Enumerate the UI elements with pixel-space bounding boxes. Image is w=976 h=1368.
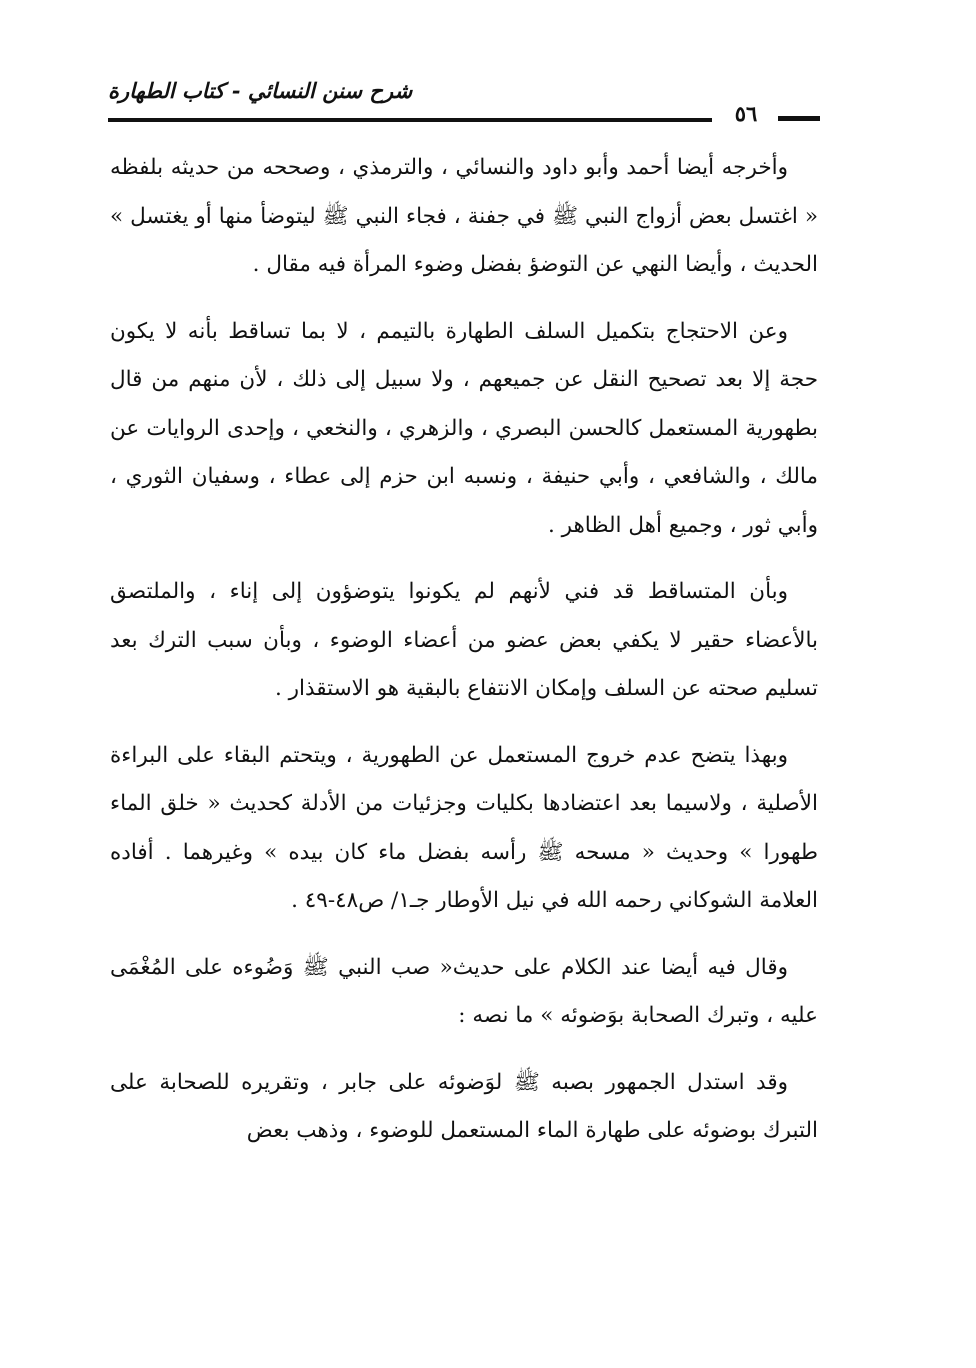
page-number: ٥٦ [734,101,758,126]
paragraph-5: وقال فيه أيضا عند الكلام على حديث« صب النبي ﷺ وَضُوءه على المُغْمَى عليه ، وتبرك الصحابة بوَضوئه » ما نصه : [110,954,818,1028]
page-header [108,78,820,124]
page-number-dash [778,116,820,121]
paragraph-1: وأخرجه أيضا أحمد وأبو داود والنسائي ، والترمذي ، وصححه من حديثه بلفظه « اغتسل بعض أزواج النبي ﷺ في جفنة ، فجاء النبي ﷺ ليتوضأ منها أو يغتسل » الحديث ، وأيضا النهي عن التوضؤ بفضل وضوء المرأة فيه مقال . [110,155,818,277]
body-text [110,144,818,1174]
paragraph-4: وبهذا يتضح عدم خروج المستعمل عن الطهورية ، ويتحتم البقاء على البراءة الأصلية ، ولاسيما بعد اعتضادها بكليات وجزئيات من الأدلة كحديث « خلق الماء طهورا » وحديث « مسحه ﷺ رأسه بفضل ماء كان بيده » وغيرهما . أفاده العلامة الشوكاني رحمه الله في نيل الأوطار جـ١/ ص٤٨-٤٩ . [110,742,818,913]
running-title: شرح سنن النسائي - كتاب الطهارة [108,78,413,103]
paragraph-2: وعن الاحتجاج بتكميل السلف الطهارة بالتيمم ، لا بما تساقط بأنه لا يكون حجة إلا بعد تصحيح النقل عن جميعهم ، ولا سبيل إلى ذلك ، لأن منهم من قال بطهورية المستعمل كالحسن البصري ، والزهري ، والنخعي ، وإحدى الروايات عن مالك ، والشافعي ، وأبي حنيفة ، ونسبه ابن حزم إلى عطاء ، وسفيان الثوري ، وأبي ثور ، وجميع أهل الظاهر . [110,318,818,538]
header-rule [108,118,712,122]
paragraph-3: وبأن المتساقط قد فني لأنهم لم يكونوا يتوضؤون إلى إناء ، والملتصق بالأعضاء حقير لا يكفي بعض عضو من أعضاء الوضوء ، وبأن سبب الترك بعد تسليم صحته عن السلف وإمكان الانتفاع بالبقية هو الاستقذار . [110,579,818,701]
paragraph-6: وقد استدل الجمهور بصبه ﷺ لوَضوئه على جابر ، وتقريره للصحابة على التبرك بوضوئه على طهارة الماء المستعمل للوضوء ، وذهب بعض [110,1069,818,1143]
